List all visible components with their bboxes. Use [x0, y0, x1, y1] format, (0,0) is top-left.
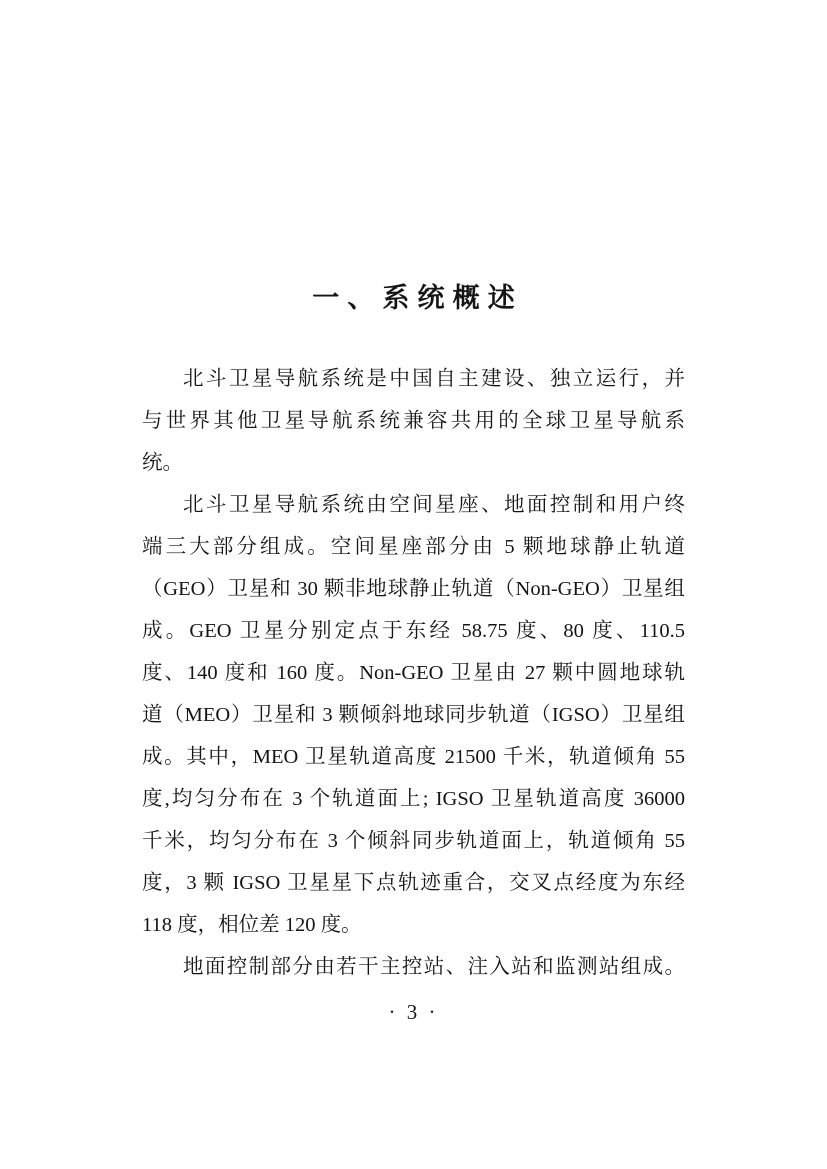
text-line: 度，3 颗 IGSO 卫星星下点轨迹重合，交叉点经度为东经	[142, 872, 685, 894]
document-body	[142, 358, 685, 988]
paragraph	[142, 946, 685, 988]
page-number: · 3 ·	[388, 1000, 439, 1024]
text-line: 度、140 度和 160 度。Non-GEO 卫星由 27 颗中圆地球轨	[142, 662, 685, 684]
text-line: 与世界其他卫星导航系统兼容共用的全球卫星导航系	[142, 410, 685, 432]
page-title: 一、系统概述	[312, 283, 523, 313]
paragraph	[142, 484, 685, 946]
text-line: 千米，均匀分布在 3 个倾斜同步轨道面上，轨道倾角 55	[142, 830, 685, 852]
paragraph	[142, 358, 685, 484]
text-line: 统。	[142, 452, 183, 474]
text-line: 成。GEO 卫星分别定点于东经 58.75 度、80 度、110.5	[142, 620, 685, 642]
text-line: 成。其中，MEO 卫星轨道高度 21500 千米，轨道倾角 55	[142, 746, 685, 768]
text-line: 北斗卫星导航系统是中国自主建设、独立运行，并	[183, 368, 685, 390]
text-line: 118 度，相位差 120 度。	[142, 914, 362, 936]
text-line: 端三大部分组成。空间星座部分由 5 颗地球静止轨道	[142, 536, 685, 558]
text-line: 度,均匀分布在 3 个轨道面上; IGSO 卫星轨道高度 36000	[142, 788, 685, 810]
text-line: （GEO）卫星和 30 颗非地球静止轨道（Non-GEO）卫星组	[142, 578, 685, 600]
text-line: 北斗卫星导航系统由空间星座、地面控制和用户终	[183, 494, 685, 516]
text-line: 地面控制部分由若干主控站、注入站和监测站组成。	[183, 956, 685, 978]
text-line: 道（MEO）卫星和 3 颗倾斜地球同步轨道（IGSO）卫星组	[142, 704, 685, 726]
